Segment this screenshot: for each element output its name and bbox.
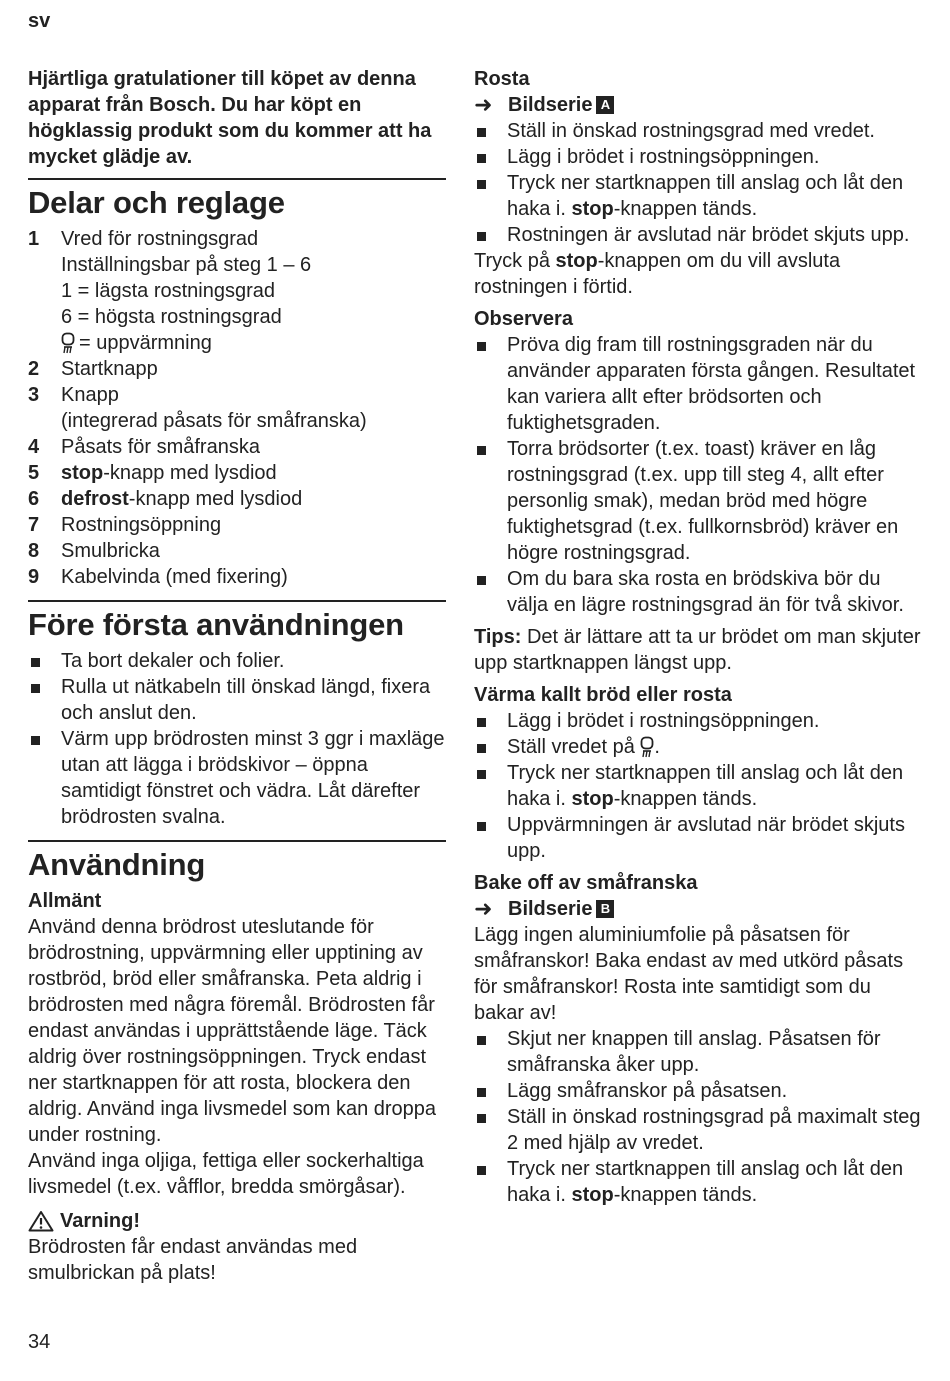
text-part: .: [654, 736, 660, 758]
bullet-item: [28, 726, 446, 830]
list-item: [28, 538, 446, 564]
bullet-square-icon: [474, 332, 507, 436]
bullet-square-icon: [474, 1078, 507, 1104]
list-item: [28, 226, 446, 252]
bullet-square-icon: [474, 708, 507, 734]
bullet-square-icon: [28, 648, 61, 674]
bullet-square-icon: [474, 1026, 507, 1078]
item-text: Vred för rostningsgrad: [61, 228, 259, 250]
subsection-title-warm: Värma kallt bröd eller rosta: [474, 684, 732, 706]
item-text: [61, 486, 446, 512]
warning-triangle-icon: [28, 1210, 54, 1232]
tips-paragraph: [474, 624, 924, 676]
right-column: [474, 66, 924, 1208]
bullet-text: Lägg småfranskor på påsatsen.: [507, 1080, 788, 1102]
text-part: Tryck ner startknappen till anslag och låt den haka i.: [507, 762, 904, 810]
bullet-text: [507, 1156, 924, 1208]
section-title-parts: Delar och reglage: [28, 178, 446, 222]
text-part: Tryck ner startknappen till anslag och låt den haka i.: [507, 1158, 904, 1206]
item-number: 3: [28, 384, 40, 406]
item-number: 9: [28, 566, 40, 588]
bullet-item: [28, 648, 446, 674]
bullet-item: [474, 144, 924, 170]
item-number: 7: [28, 514, 40, 536]
bullet-item: [474, 734, 924, 760]
section-title-usage: Användning: [28, 840, 446, 884]
left-column: [28, 66, 446, 1286]
item-number: 6: [28, 488, 40, 510]
bullet-item: [474, 760, 924, 812]
usage-paragraph: Använd inga oljiga, fettiga eller sockerhaltiga livsmedel (t.ex. våfflor, bredda smörgåsar).: [28, 1150, 424, 1198]
usage-paragraph: Använd denna brödrost uteslutande för brödrostning, uppvärmning eller upptining av rostbröd, bröd eller småfranska. Peta aldrig i brödrosten med några föremål. Brödrosten får endast användas i upprättstående läge. Täck aldrig över rostningsöppningen. Tryck endast ner startknappen för att rosta, blockera den aldrig. Använd inga livsmedel som kan droppa under rostning.: [28, 916, 437, 1146]
page-number: 34: [28, 1331, 51, 1353]
item-number: 8: [28, 540, 40, 562]
bullet-item: [474, 222, 924, 248]
bullet-square-icon: [474, 118, 507, 144]
arrow-right-icon: ➜: [474, 92, 493, 117]
bullet-text: Rostningen är avslutad när brödet skjuts upp.: [507, 224, 910, 246]
bullet-square-icon: [474, 734, 507, 760]
bullet-square-icon: [474, 1104, 507, 1156]
list-item: [28, 356, 446, 382]
item-sub-text: 6 = högsta rostningsgrad: [61, 306, 282, 328]
series-label: Bildserie: [508, 94, 593, 116]
list-item: [28, 512, 446, 538]
bullet-square-icon: [28, 674, 61, 726]
item-number: 1: [28, 228, 40, 250]
bold-term: stop: [555, 250, 598, 272]
item-text-rest: -knapp med lysdiod: [128, 488, 303, 510]
list-item: [28, 434, 446, 460]
text-part: -knappen tänds.: [613, 1184, 758, 1206]
item-text: Smulbricka: [61, 540, 160, 562]
item-text: Kabelvinda (med fixering): [61, 566, 288, 588]
bullet-square-icon: [474, 760, 507, 812]
tips-text: Det är lättare att ta ur brödet om man skjuter upp startknappen längst upp.: [474, 626, 921, 674]
warning-text: Brödrosten får endast användas med smulbrickan på plats!: [28, 1236, 358, 1284]
bullet-text: [507, 760, 924, 812]
bullet-text: [507, 734, 924, 760]
warming-rack-icon: [640, 736, 654, 758]
item-text: Rostningsöppning: [61, 514, 222, 536]
list-item: [28, 382, 446, 408]
item-sub-text: Inställningsbar på steg 1 – 6: [61, 254, 312, 276]
series-letter-badge: B: [596, 900, 614, 918]
bullet-square-icon: [474, 812, 507, 864]
bullet-text: Lägg i brödet i rostningsöppningen.: [507, 710, 820, 732]
item-text: Knapp: [61, 384, 119, 406]
toast-after-text: [474, 248, 924, 300]
text-part: Ställ vredet på: [507, 736, 641, 758]
bullet-item: [474, 1104, 924, 1156]
bullet-item: [474, 708, 924, 734]
bold-term: stop: [571, 198, 614, 220]
bullet-item: [474, 812, 924, 864]
section-title-before-first-use: Före första användningen: [28, 600, 446, 644]
bullet-square-icon: [28, 726, 61, 830]
bullet-item: [474, 1156, 924, 1208]
bullet-text: Pröva dig fram till rostningsgraden när du använder apparaten första gången. Resultatet kan variera allt efter brödsorten och fuktighetsgraden.: [507, 334, 916, 434]
bullet-square-icon: [474, 1156, 507, 1208]
item-text: Påsats för småfranska: [61, 436, 260, 458]
text-part: -knappen tänds.: [613, 788, 758, 810]
bold-term: stop: [571, 788, 614, 810]
series-letter-badge: A: [596, 96, 614, 114]
bullet-item: [474, 170, 924, 222]
item-text-rest: -knapp med lysdiod: [103, 462, 277, 484]
bullet-square-icon: [474, 222, 507, 248]
text-part: -knappen tänds.: [613, 198, 758, 220]
figure-series-ref: [474, 92, 924, 118]
warning-title: Varning!: [60, 1210, 141, 1232]
text-part: Tryck på: [474, 250, 556, 272]
arrow-right-icon: ➜: [474, 896, 493, 921]
figure-series-ref: [474, 896, 924, 922]
bullet-square-icon: [474, 566, 507, 618]
bullet-item: [474, 566, 924, 618]
item-text: Startknapp: [61, 358, 158, 380]
bullet-text: Rulla ut nätkabeln till önskad längd, fixera och anslut den.: [61, 676, 431, 724]
bullet-item: [474, 436, 924, 566]
intro-text: Hjärtliga gratulationer till köpet av denna apparat från Bosch. Du har köpt en högklassig produkt som du kommer att ha mycket glädje av.: [28, 68, 432, 168]
subsection-title-toast: Rosta: [474, 68, 530, 90]
series-label: Bildserie: [508, 898, 593, 920]
warning-heading: [28, 1208, 446, 1234]
bullet-item: [28, 674, 446, 726]
text-part: -knappen om du vill avsluta rostningen i förtid.: [474, 250, 841, 298]
warming-rack-icon: [61, 332, 75, 354]
bullet-text: Torra brödsorter (t.ex. toast) kräver en låg rostningsgrad (t.ex. upp till steg 4, allt efter personlig smak), medan bröd med högre fuktighetsgrad (t.ex. fullkornsbröd) kräver en högre rostningsgrad.: [507, 438, 899, 564]
bullet-text: Ställ in önskad rostningsgrad på maximalt steg 2 med hjälp av vredet.: [507, 1106, 921, 1154]
bake-paragraph: Lägg ingen aluminiumfolie på påsatsen för småfranskor! Baka endast av med utkörd påsats för småfranskor! Rosta inte samtidigt som du bakar av!: [474, 924, 904, 1024]
bullet-item: [474, 118, 924, 144]
item-number: 2: [28, 358, 40, 380]
bullet-item: [474, 1026, 924, 1078]
bold-term: defrost: [61, 488, 129, 510]
subsection-title-bake-off: Bake off av småfranska: [474, 872, 698, 894]
item-number: 4: [28, 436, 40, 458]
subsection-title-observe: Observera: [474, 308, 573, 330]
bullet-square-icon: [474, 170, 507, 222]
bullet-text: Värm upp brödrosten minst 3 ggr i maxläge utan att lägga i brödskivor – öppna samtidigt fönstret och vädra. Låt därefter brödrosten svalna.: [61, 728, 445, 828]
subsection-title-general: Allmänt: [28, 890, 102, 912]
tips-label: Tips:: [474, 626, 522, 648]
item-sub-text: 1 = lägsta rostningsgrad: [61, 280, 276, 302]
item-text: [61, 460, 446, 486]
list-item: [28, 486, 446, 512]
bullet-square-icon: [474, 144, 507, 170]
text-part: Tryck ner startknappen till anslag och låt den haka i.: [507, 172, 904, 220]
bullet-text: Ställ in önskad rostningsgrad med vredet.: [507, 120, 875, 142]
bold-term: stop: [61, 462, 104, 484]
bold-term: stop: [571, 1184, 614, 1206]
item-number: 5: [28, 462, 40, 484]
bullet-square-icon: [474, 436, 507, 566]
list-item: [28, 564, 446, 590]
bullet-text: Om du bara ska rosta en brödskiva bör du välja en lägre rostningsgrad än för två skivor.: [507, 568, 904, 616]
bullet-text: Skjut ner knappen till anslag. Påsatsen för småfranska åker upp.: [507, 1028, 881, 1076]
bullet-item: [474, 332, 924, 436]
bullet-text: Uppvärmningen är avslutad när brödet skjuts upp.: [507, 814, 905, 862]
bullet-text: Lägg i brödet i rostningsöppningen.: [507, 146, 820, 168]
language-code: sv: [28, 10, 51, 32]
bullet-item: [474, 1078, 924, 1104]
bullet-text: [507, 170, 924, 222]
bullet-text: Ta bort dekaler och folier.: [61, 650, 285, 672]
list-item: [28, 460, 446, 486]
item-sub-line-warm: [28, 330, 446, 356]
item-sub-text: = uppvärmning: [79, 332, 212, 354]
item-sub-text: (integrerad påsats för småfranska): [61, 410, 367, 432]
